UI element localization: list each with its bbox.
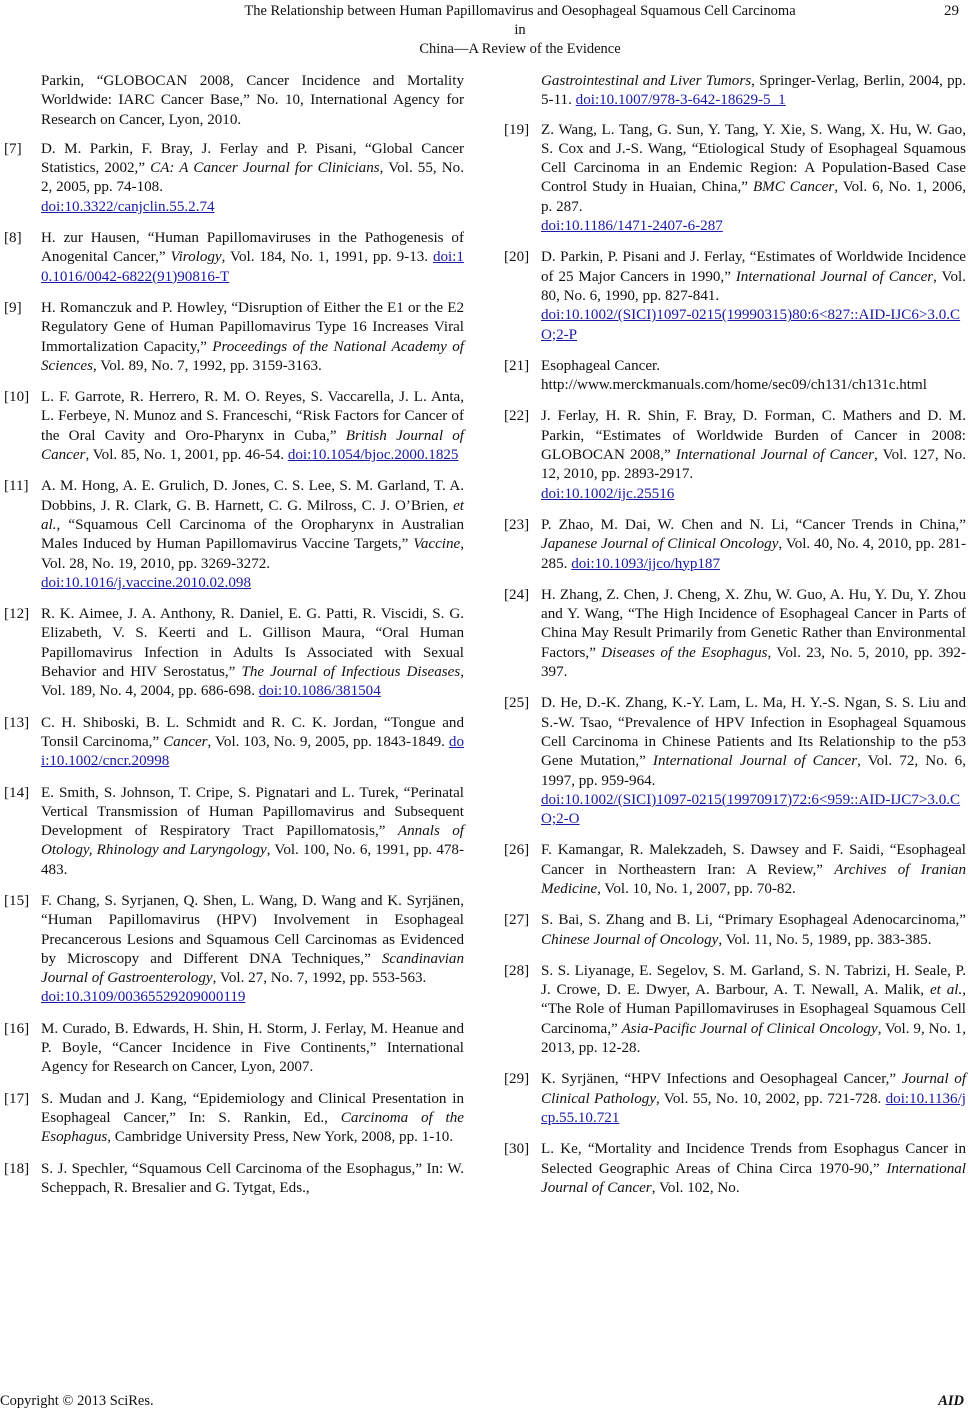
reference-number: [23] xyxy=(504,516,530,533)
left-column xyxy=(4,72,464,1210)
reference-number: [30] xyxy=(504,1141,530,1158)
reference-23: [23] P. Zhao, M. Dai, W. Chen and N. Li, “Cancer Trends in China,” Japanese Journal of Clinical Oncology, Vol. 40, No. 4, 2010, pp. 281-285. doi:10.1093/jjco/hyp187 xyxy=(504,516,966,572)
reference-25: [25] D. He, D.-K. Zhang, K.-Y. Lam, L. Ma, H. Y.-S. Ngan, S. S. Liu and S.-W. Tsao, “Prevalence of HPV Infection in Esophageal Squamous Cell Carcinoma in Chinese Patients and Its Relationship to the p53 Gene Mutation,” International Journal of Cancer, Vol. 72, No. 6, 1997, pp. 959-964. doi:10.1002/(SICI)1097-0215(19970917)72:6<959::AID-IJC7>3.0.CO;2-O xyxy=(504,695,966,828)
reference-16: [16] M. Curado, B. Edwards, H. Shin, H. Storm, J. Ferlay, M. Heanue and P. Boyle, “Cancer Incidence in Five Continents,” International Agency for Research on Cancer, Lyon, 2007. xyxy=(4,1020,464,1076)
journal-abbreviation: AID xyxy=(938,1393,964,1409)
doi-link[interactable]: doi:10.1016/j.vaccine.2010.02.098 xyxy=(41,574,252,591)
reference-number: [27] xyxy=(504,912,530,929)
doi-link[interactable]: doi:10.1016/0042-6822(91)90816-T xyxy=(41,249,464,285)
running-title-line2: China—A Review of the Evidence xyxy=(419,41,621,57)
reference-number: [10] xyxy=(4,389,30,406)
doi-link[interactable]: doi:10.3322/canjclin.55.2.74 xyxy=(41,198,215,215)
reference-number: [8] xyxy=(4,230,22,247)
running-head xyxy=(240,2,800,59)
reference-number: [13] xyxy=(4,714,30,731)
page-number: 29 xyxy=(944,3,959,19)
doi-link[interactable]: doi:10.1007/978-3-642-18629-5_1 xyxy=(575,92,786,109)
reference-number: [7] xyxy=(4,140,22,157)
reference-6-continued: Parkin, “GLOBOCAN 2008, Cancer Incidence and Mortality Worldwide: IARC Cancer Base,” No. 10, International Agency for Research on Cancer, Lyon, 2010. xyxy=(41,73,464,128)
doi-link[interactable]: doi:10.1086/381504 xyxy=(258,683,381,700)
reference-8: [8] H. zur Hausen, “Human Papillomaviruses in the Pathogenesis of Anogenital Cancer,” Virology, Vol. 184, No. 1, 1991, pp. 9-13. doi:10.1016/0042-6822(91)90816-T xyxy=(4,230,464,285)
reference-number: [17] xyxy=(4,1090,30,1107)
reference-number: [25] xyxy=(504,695,530,712)
doi-link[interactable]: doi:10.1002/(SICI)1097-0215(19970917)72:6<959::AID-IJC7>3.0.CO;2-O xyxy=(541,791,961,828)
reference-26: [26] F. Kamangar, R. Malekzadeh, S. Dawsey and F. Saidi, “Esophageal Cancer in Northeastern Iran: A Review,” Archives of Iranian Medicine, Vol. 10, No. 1, 2007, pp. 70-82. xyxy=(504,842,966,897)
reference-number: [24] xyxy=(504,586,530,603)
right-column xyxy=(504,72,966,1210)
reference-21: [21] Esophageal Cancer. http://www.merckmanuals.com/home/sec09/ch131/ch131c.html xyxy=(504,357,927,394)
doi-link[interactable]: doi:10.1002/(SICI)1097-0215(19990315)80:6<827::AID-IJC6>3.0.CO;2-P xyxy=(541,307,961,343)
reference-9: [9] H. Romanczuk and P. Howley, “Disruption of Either the E1 or the E2 Regulatory Gene of Human Papillomavirus Type 16 Increases Viral Immortalization Capacity,” Proceedings of the National Academy of Sciences, Vol. 89, No. 7, 1992, pp. 3159-3163. xyxy=(4,299,464,374)
reference-url[interactable]: http://www.merckmanuals.com/home/sec09/ch131/ch131c.html xyxy=(541,377,927,394)
reference-number: [22] xyxy=(504,408,530,425)
reference-12: [12] R. K. Aimee, J. A. Anthony, R. Daniel, E. G. Patti, R. Viscidi, S. G. Elizabeth, V. S. Keerti and L. Gillison Maura, “Oral Human Papillomavirus Infection in Adults Is Associated with Sexual Behavior and HIV Serostatus,” The Journal of Infectious Diseases, Vol. 189, No. 4, 2004, pp. 686-698. doi:10.1086/381504 xyxy=(4,606,464,700)
reference-22: [22] J. Ferlay, H. R. Shin, F. Bray, D. Forman, C. Mathers and D. M. Parkin, “Estimates of Worldwide Burden of Cancer in 2008: GLOBOCAN 2008,” International Journal of Cancer, Vol. 127, No. 12, 2010, pp. 2893-2917. doi:10.1002/ijc.25516 xyxy=(504,408,966,502)
reference-number: [11] xyxy=(4,478,29,495)
reference-28: [28] S. S. Liyanage, E. Segelov, S. M. Garland, S. N. Tabrizi, H. Seale, P. J. Crowe, D. E. Dwyer, A. Barbour, A. T. Newall, A. Malik, et al., “The Role of Human Papillomaviruses in Esophageal Squamous Cell Carcinoma,” Asia-Pacific Journal of Clinical Oncology, Vol. 9, No. 1, 2013, pp. 12-28. xyxy=(504,962,966,1057)
reference-7: [7] D. M. Parkin, F. Bray, J. Ferlay and P. Pisani, “Global Cancer Statistics, 2002,” CA: A Cancer Journal for Clinicians, Vol. 55, No. 2, 2005, pp. 74-108. doi:10.3322/canjclin.55.2.74 xyxy=(4,140,464,215)
reference-27: [27] S. Bai, S. Zhang and B. Li, “Primary Esophageal Adenocarcinoma,” Chinese Journal of Oncology, Vol. 11, No. 5, 1989, pp. 383-385. xyxy=(504,912,966,948)
reference-19: [19] Z. Wang, L. Tang, G. Sun, Y. Tang, Y. Xie, S. Wang, X. Hu, W. Gao, S. Cox and J.-S. Wang, “Etiological Study of Esophageal Squamous Cell Carcinoma in an Endemic Region: A Population-Based Case Control Study in Huaian, China,” BMC Cancer, Vol. 6, No. 1, 2006, p. 287. doi:10.1186/1471-2407-6-287 xyxy=(504,121,966,235)
reference-number: [14] xyxy=(4,784,30,801)
doi-link[interactable]: doi:10.1002/ijc.25516 xyxy=(541,485,675,502)
reference-15: [15] F. Chang, S. Syrjanen, Q. Shen, L. Wang, D. Wang and K. Syrjänen, “Human Papillomavirus (HPV) Involvement in Esophageal Precancerous Lesions and Squamous Cell Carcinomas as Evidenced by Microscopy and Different DNA Techniques,” Scandinavian Journal of Gastroenterology, Vol. 27, No. 7, 1992, pp. 553-563. doi:10.3109/00365529209000119 xyxy=(4,892,464,1006)
doi-link[interactable]: doi:10.1054/bjoc.2000.1825 xyxy=(287,447,459,464)
doi-link[interactable]: doi:10.1002/cncr.20998 xyxy=(41,733,464,770)
reference-18-continued: Gastrointestinal and Liver Tumors, Springer-Verlag, Berlin, 2004, pp. 5-11. doi:10.1007/978-3-642-18629-5_1 xyxy=(541,73,966,109)
reference-number: [29] xyxy=(504,1071,530,1088)
reference-10: [10] L. F. Garrote, R. Herrero, R. M. O. Reyes, S. Vaccarella, J. L. Anta, L. Ferbeye, N. Munoz and S. Franceschi, “Risk Factors for Cancer of the Oral Cavity and Oro-Pharynx in Cuba,” British Journal of Cancer, Vol. 85, No. 1, 2001, pp. 46-54. doi:10.1054/bjoc.2000.1825 xyxy=(4,389,464,464)
reference-number: [26] xyxy=(504,842,530,859)
doi-link[interactable]: doi:10.1186/1471-2407-6-287 xyxy=(541,218,723,235)
doi-link[interactable]: doi:10.1136/jcp.55.10.721 xyxy=(541,1090,966,1126)
reference-number: [15] xyxy=(4,892,30,909)
reference-17: [17] S. Mudan and J. Kang, “Epidemiology and Clinical Presentation in Esophageal Cancer,” In: S. Rankin, Ed., Carcinoma of the Esophagus, Cambridge University Press, New York, 2008, pp. 1-10. xyxy=(4,1090,464,1146)
reference-24: [24] H. Zhang, Z. Chen, J. Cheng, X. Zhu, W. Guo, A. Hu, Y. Du, Y. Zhou and Y. Wang, “The High Incidence of Esophageal Cancer in Parts of China May Result Primarily from Genetic Rather than Environmental Factors,” Diseases of the Esophagus, Vol. 23, No. 5, 2010, pp. 392-397. xyxy=(504,586,966,681)
reference-number: [18] xyxy=(4,1160,30,1177)
reference-number: [20] xyxy=(504,249,530,266)
reference-29: [29] K. Syrjänen, “HPV Infections and Oesophageal Cancer,” Journal of Clinical Pathology, Vol. 55, No. 10, 2002, pp. 721-728. doi:10.1136/jcp.55.10.721 xyxy=(504,1071,967,1126)
reference-11: [11] A. M. Hong, A. E. Grulich, D. Jones, C. S. Lee, S. M. Garland, T. A. Dobbins, J. R. Clark, G. B. Harnett, C. G. Milross, C. J. O’Brien, et al., “Squamous Cell Carcinoma of the Oropharynx in Australian Males Induced by Human Papillomavirus Vaccine Targets,” Vaccine, Vol. 28, No. 19, 2010, pp. 3269-3272. doi:10.1016/j.vaccine.2010.02.098 xyxy=(4,478,464,591)
doi-link[interactable]: doi:10.1093/jjco/hyp187 xyxy=(571,555,721,572)
reference-14: [14] E. Smith, S. Johnson, T. Cripe, S. Pignatari and L. Turek, “Perinatal Vertical Transmission of Human Papillomavirus and Subsequent Development of Respiratory Tract Papillomatosis,” Annals of Otology, Rhinology and Laryngology, Vol. 100, No. 6, 1991, pp. 478-483. xyxy=(4,784,464,878)
running-title-line1: The Relationship between Human Papillomavirus and Oesophageal Squamous Cell Carcinoma in xyxy=(244,3,796,38)
reference-number: [19] xyxy=(504,121,530,138)
reference-30: [30] L. Ke, “Mortality and Incidence Trends from Esophagus Cancer in Selected Geographic Areas of China Circa 1970-90,” International Journal of Cancer, Vol. 102, No. xyxy=(504,1141,966,1196)
doi-link[interactable]: doi:10.3109/00365529209000119 xyxy=(41,989,246,1006)
reference-18: [18] S. J. Spechler, “Squamous Cell Carcinoma of the Esophagus,” In: W. Scheppach, R. Bresalier and G. Tytgat, Eds., xyxy=(4,1160,464,1196)
reference-20: [20] D. Parkin, P. Pisani and J. Ferlay, “Estimates of Worldwide Incidence of 25 Major Cancers in 1990,” International Journal of Cancer, Vol. 80, No. 6, 1990, pp. 827-841. doi:10.1002/(SICI)1097-0215(19990315)80:6<827::AID-IJC6>3.0.CO;2-P xyxy=(504,249,966,343)
copyright-notice: Copyright © 2013 SciRes. xyxy=(0,1393,154,1409)
reference-number: [21] xyxy=(504,357,530,374)
reference-number: [9] xyxy=(4,299,22,316)
reference-number: [28] xyxy=(504,962,530,979)
reference-number: [12] xyxy=(4,606,30,623)
reference-13: [13] C. H. Shiboski, B. L. Schmidt and R. C. K. Jordan, “Tongue and Tonsil Carcinoma,” Cancer, Vol. 103, No. 9, 2005, pp. 1843-1849. doi:10.1002/cncr.20998 xyxy=(4,714,464,770)
reference-number: [16] xyxy=(4,1020,30,1037)
